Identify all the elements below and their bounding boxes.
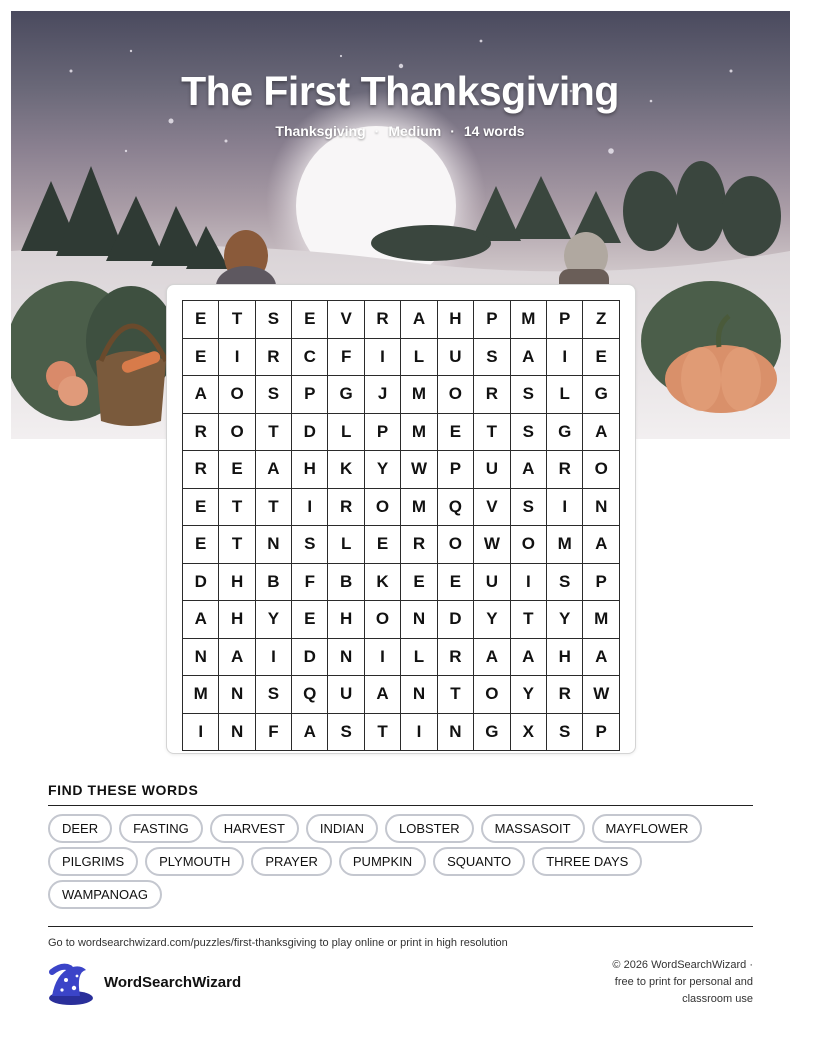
grid-cell[interactable]: D — [437, 601, 473, 639]
grid-cell[interactable]: A — [583, 413, 620, 451]
grid-cell[interactable]: N — [583, 488, 620, 526]
grid-cell[interactable]: E — [292, 301, 328, 339]
grid-cell[interactable]: F — [328, 338, 364, 376]
grid-cell[interactable]: T — [474, 413, 511, 451]
grid-cell[interactable]: C — [292, 338, 328, 376]
copyright-line: free to print for personal and — [614, 976, 753, 988]
puzzle-meta — [0, 123, 800, 139]
grid-cell[interactable]: E — [364, 526, 400, 564]
grid-cell[interactable]: H — [328, 601, 364, 639]
grid-cell[interactable]: I — [401, 713, 438, 751]
grid-cell[interactable]: E — [437, 563, 473, 601]
grid-cell[interactable]: S — [474, 338, 511, 376]
grid-cell[interactable]: N — [219, 676, 255, 714]
grid-row — [183, 601, 620, 639]
divider — [48, 805, 753, 806]
grid-cell[interactable]: O — [510, 526, 546, 564]
grid-cell[interactable]: B — [328, 563, 364, 601]
grid-cell[interactable]: S — [510, 376, 546, 414]
grid-cell[interactable]: Z — [583, 301, 620, 339]
grid-cell[interactable]: O — [364, 601, 400, 639]
grid-cell[interactable]: G — [547, 413, 583, 451]
grid-cell[interactable]: A — [183, 601, 219, 639]
grid-cell[interactable]: S — [255, 676, 291, 714]
grid-cell[interactable]: E — [437, 413, 473, 451]
grid-cell[interactable]: T — [437, 676, 473, 714]
grid-cell[interactable]: E — [183, 301, 219, 339]
grid-cell[interactable]: A — [255, 451, 291, 489]
puzzle-title: The First Thanksgiving — [181, 68, 619, 114]
grid-row — [183, 301, 620, 339]
grid-cell[interactable]: I — [183, 713, 219, 751]
grid-cell[interactable]: R — [183, 413, 219, 451]
grid-cell[interactable]: S — [547, 713, 583, 751]
word-chip: SQUANTO — [433, 847, 525, 876]
grid-cell[interactable]: T — [364, 713, 400, 751]
grid-cell[interactable]: R — [547, 451, 583, 489]
grid-cell[interactable]: A — [510, 451, 546, 489]
grid-cell[interactable]: P — [583, 563, 620, 601]
grid-cell[interactable]: M — [401, 413, 438, 451]
grid-cell[interactable]: O — [437, 376, 473, 414]
grid-cell[interactable]: A — [474, 638, 511, 676]
copyright-notice — [583, 957, 753, 1008]
grid-cell[interactable]: V — [474, 488, 511, 526]
word-chip: THREE DAYS — [532, 847, 642, 876]
grid-cell[interactable]: S — [255, 301, 291, 339]
grid-cell[interactable]: L — [401, 338, 438, 376]
separator-dot: · — [450, 123, 455, 139]
grid-cell[interactable]: S — [547, 563, 583, 601]
grid-cell[interactable]: A — [219, 638, 255, 676]
grid-cell[interactable]: M — [401, 376, 438, 414]
grid-cell[interactable]: A — [292, 713, 328, 751]
grid-row — [183, 413, 620, 451]
grid-cell[interactable]: L — [328, 413, 364, 451]
grid-cell[interactable]: F — [255, 713, 291, 751]
word-chip: LOBSTER — [385, 814, 474, 843]
grid-row — [183, 713, 620, 751]
theme-label: Thanksgiving — [275, 123, 366, 139]
grid-cell[interactable]: Q — [437, 488, 473, 526]
grid-row — [183, 376, 620, 414]
grid-cell[interactable]: P — [437, 451, 473, 489]
grid-cell[interactable]: I — [219, 338, 255, 376]
grid-cell[interactable]: E — [219, 451, 255, 489]
letter-grid[interactable] — [182, 300, 620, 751]
grid-cell[interactable]: R — [401, 526, 438, 564]
grid-cell[interactable]: W — [583, 676, 620, 714]
grid-cell[interactable]: A — [583, 638, 620, 676]
grid-cell[interactable]: T — [219, 488, 255, 526]
grid-cell[interactable]: H — [219, 563, 255, 601]
grid-cell[interactable]: P — [292, 376, 328, 414]
grid-row — [183, 563, 620, 601]
word-chip: PLYMOUTH — [145, 847, 244, 876]
grid-cell[interactable]: P — [547, 301, 583, 339]
grid-cell[interactable]: E — [583, 338, 620, 376]
grid-cell[interactable]: N — [328, 638, 364, 676]
grid-cell[interactable]: S — [510, 413, 546, 451]
grid-cell[interactable]: D — [292, 413, 328, 451]
grid-cell[interactable]: E — [401, 563, 438, 601]
grid-cell[interactable]: Y — [255, 601, 291, 639]
grid-cell[interactable]: U — [328, 676, 364, 714]
grid-cell[interactable]: H — [219, 601, 255, 639]
grid-cell[interactable]: G — [474, 713, 511, 751]
grid-cell[interactable]: R — [437, 638, 473, 676]
word-chip: DEER — [48, 814, 112, 843]
word-count-label: 14 words — [463, 123, 525, 139]
grid-cell[interactable]: B — [255, 563, 291, 601]
grid-cell[interactable]: G — [583, 376, 620, 414]
grid-cell[interactable]: A — [510, 638, 546, 676]
grid-cell[interactable]: L — [547, 376, 583, 414]
grid-cell[interactable]: N — [401, 676, 438, 714]
grid-cell[interactable]: K — [328, 451, 364, 489]
grid-cell[interactable]: F — [292, 563, 328, 601]
grid-cell[interactable]: L — [401, 638, 438, 676]
word-bank — [48, 814, 758, 913]
difficulty-label: Medium — [388, 123, 442, 139]
grid-cell[interactable]: P — [474, 301, 511, 339]
grid-cell[interactable]: T — [219, 526, 255, 564]
grid-cell[interactable]: N — [437, 713, 473, 751]
grid-cell[interactable]: S — [510, 488, 546, 526]
grid-cell[interactable]: D — [292, 638, 328, 676]
grid-cell[interactable]: G — [328, 376, 364, 414]
grid-cell[interactable]: O — [219, 413, 255, 451]
grid-cell[interactable]: I — [547, 488, 583, 526]
grid-cell[interactable]: A — [401, 301, 438, 339]
grid-cell[interactable]: I — [547, 338, 583, 376]
grid-cell[interactable]: E — [183, 526, 219, 564]
grid-cell[interactable]: I — [364, 638, 400, 676]
grid-cell[interactable]: O — [583, 451, 620, 489]
copyright-line: classroom use — [682, 993, 753, 1005]
grid-row — [183, 526, 620, 564]
grid-cell[interactable]: N — [183, 638, 219, 676]
grid-cell[interactable]: D — [183, 563, 219, 601]
grid-cell[interactable]: N — [219, 713, 255, 751]
grid-cell[interactable]: W — [401, 451, 438, 489]
word-chip: PUMPKIN — [339, 847, 426, 876]
brand-name: WordSearchWizard — [104, 974, 242, 991]
grid-cell[interactable]: I — [255, 638, 291, 676]
grid-cell[interactable]: P — [364, 413, 400, 451]
grid-cell[interactable]: A — [583, 526, 620, 564]
grid-cell[interactable]: T — [255, 413, 291, 451]
grid-row — [183, 676, 620, 714]
grid-cell[interactable]: H — [437, 301, 473, 339]
grid-cell[interactable]: K — [364, 563, 400, 601]
grid-cell[interactable]: Y — [510, 676, 546, 714]
grid-cell[interactable]: E — [183, 488, 219, 526]
grid-cell[interactable]: M — [547, 526, 583, 564]
grid-cell[interactable]: H — [292, 451, 328, 489]
grid-cell[interactable]: Q — [292, 676, 328, 714]
divider — [48, 926, 753, 927]
grid-cell[interactable]: Y — [364, 451, 400, 489]
copyright-line: © 2026 WordSearchWizard · — [612, 959, 753, 971]
grid-cell[interactable]: E — [183, 338, 219, 376]
grid-cell[interactable]: O — [437, 526, 473, 564]
grid-cell[interactable]: S — [292, 526, 328, 564]
grid-cell[interactable]: N — [401, 601, 438, 639]
separator-dot: · — [374, 123, 380, 139]
grid-cell[interactable]: U — [474, 451, 511, 489]
grid-cell[interactable]: R — [364, 301, 400, 339]
grid-cell[interactable]: S — [255, 376, 291, 414]
grid-cell[interactable]: X — [510, 713, 546, 751]
word-chip: MASSASOIT — [481, 814, 585, 843]
grid-cell[interactable]: R — [183, 451, 219, 489]
grid-cell[interactable]: O — [474, 676, 511, 714]
grid-cell[interactable]: T — [255, 488, 291, 526]
grid-cell[interactable]: M — [583, 601, 620, 639]
grid-cell[interactable]: A — [510, 338, 546, 376]
grid-cell[interactable]: P — [583, 713, 620, 751]
grid-cell[interactable]: V — [328, 301, 364, 339]
puzzle-card — [166, 284, 636, 754]
word-chip: FASTING — [119, 814, 203, 843]
grid-cell[interactable]: W — [474, 526, 511, 564]
grid-cell[interactable]: N — [255, 526, 291, 564]
grid-cell[interactable]: Y — [547, 601, 583, 639]
grid-cell[interactable]: L — [328, 526, 364, 564]
word-chip: INDIAN — [306, 814, 378, 843]
grid-cell[interactable]: R — [328, 488, 364, 526]
grid-cell[interactable]: I — [364, 338, 400, 376]
grid-cell[interactable]: H — [547, 638, 583, 676]
grid-cell[interactable]: T — [219, 301, 255, 339]
grid-cell[interactable]: O — [219, 376, 255, 414]
grid-cell[interactable]: A — [364, 676, 400, 714]
word-chip: PILGRIMS — [48, 847, 138, 876]
footer-url-text: Go to wordsearchwizard.com/puzzles/first-thanksgiving to play online or print in high resolution — [48, 937, 508, 949]
grid-cell[interactable]: R — [547, 676, 583, 714]
grid-cell[interactable]: S — [328, 713, 364, 751]
grid-cell[interactable]: U — [474, 563, 511, 601]
wizard-hat-logo-icon — [46, 962, 94, 1006]
word-chip: MAYFLOWER — [592, 814, 703, 843]
grid-cell[interactable]: T — [510, 601, 546, 639]
grid-row — [183, 338, 620, 376]
grid-cell[interactable]: A — [183, 376, 219, 414]
word-chip: WAMPANOAG — [48, 880, 162, 909]
grid-cell[interactable]: I — [510, 563, 546, 601]
grid-cell[interactable]: R — [474, 376, 511, 414]
grid-cell[interactable]: R — [255, 338, 291, 376]
grid-row — [183, 488, 620, 526]
grid-cell[interactable]: M — [401, 488, 438, 526]
grid-row — [183, 638, 620, 676]
grid-row — [183, 451, 620, 489]
grid-cell[interactable]: M — [510, 301, 546, 339]
grid-cell[interactable]: O — [364, 488, 400, 526]
grid-cell[interactable]: Y — [474, 601, 511, 639]
grid-cell[interactable]: M — [183, 676, 219, 714]
word-chip: HARVEST — [210, 814, 299, 843]
word-chip: PRAYER — [251, 847, 332, 876]
word-bank-heading: FIND THESE WORDS — [48, 782, 199, 798]
grid-cell[interactable]: I — [292, 488, 328, 526]
grid-cell[interactable]: E — [292, 601, 328, 639]
grid-cell[interactable]: U — [437, 338, 473, 376]
grid-cell[interactable]: J — [364, 376, 400, 414]
